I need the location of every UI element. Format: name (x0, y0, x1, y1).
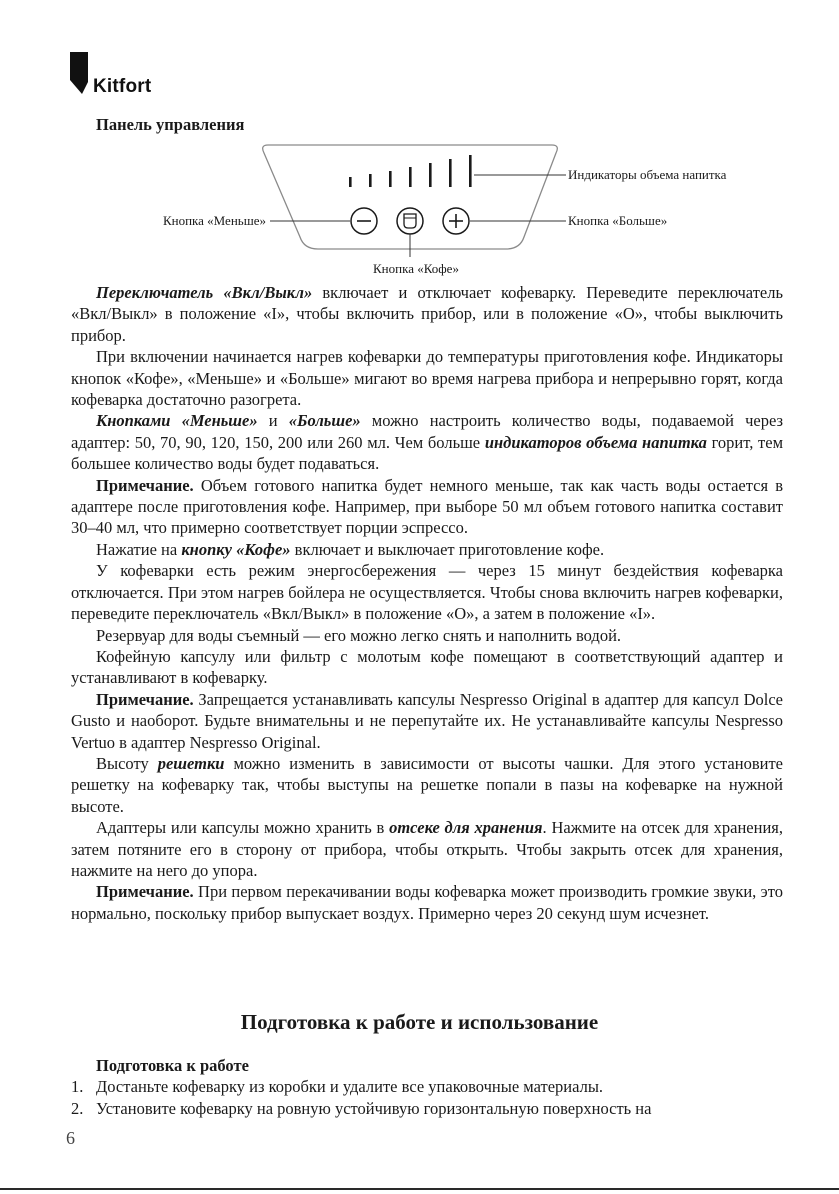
emphasis-text: Переключатель «Вкл/Выкл» (96, 283, 313, 302)
label-more-button: Кнопка «Больше» (568, 213, 668, 228)
less-button-icon[interactable] (351, 208, 377, 234)
bottom-rule (0, 1188, 839, 1190)
paragraph-text: можно изменить в зависимости от высоты чашки. Для этого установите решетку на кофеварку так, чтобы выступы на решетке попали в пазы на кофеварке на нужной высоте. (71, 753, 783, 816)
paragraph-text: можно настроить количество воды, подаваемой через адаптер: 50, 70, 90, 120, 150, 200 или 260 мл. Чем больше (71, 411, 783, 452)
brand-name: Kitfort (93, 76, 152, 97)
sub-heading: Подготовка к работе (96, 1056, 249, 1075)
paragraph (71, 560, 783, 624)
label-volume-indicators: Индикаторы объема напитка (568, 167, 727, 182)
coffee-button-icon[interactable] (397, 208, 423, 234)
list-item (71, 1098, 783, 1120)
paragraph (71, 881, 783, 924)
step-number: 2. (71, 1099, 84, 1118)
paragraph (71, 753, 783, 817)
volume-indicator-2 (369, 174, 372, 187)
paragraph-text: горит, тем большее количество воды будет подаваться. (71, 432, 784, 474)
emphasis-text: Кнопками «Меньше» (96, 411, 258, 431)
paragraph (71, 539, 783, 560)
paragraph-text: При включении начинается нагрев кофеварки до температуры приготовления кофе. Индикаторы кнопок «Кофе», «Меньше» и «Больше» мигают во время нагрева прибора и непрерывно горят, когда кофеварка достаточно разогрета. (71, 347, 783, 410)
paragraph (71, 346, 783, 410)
kitfort-logo (66, 48, 176, 108)
step-number: 1. (71, 1077, 84, 1096)
volume-indicator-5 (429, 163, 432, 187)
volume-indicator-1 (349, 177, 352, 187)
emphasis-text: индикаторов объема напитка (484, 432, 707, 452)
emphasis-text: Примечание. (96, 882, 194, 902)
paragraph (71, 475, 783, 539)
step-text: Достаньте кофеварку из коробки и удалите все упаковочные материалы. (96, 1077, 604, 1096)
paragraph-text: Резервуар для воды съемный — его можно легко снять и наполнить водой. (96, 625, 622, 645)
paragraph-text: Адаптеры или капсулы можно хранить в (96, 818, 390, 838)
paragraph (71, 410, 783, 474)
paragraph-text: При первом перекачивании воды кофеварка может производить громкие звуки, это нормально, поскольку прибор выпускает воздух. Примерно через 20 секунд шум исчезнет. (71, 882, 783, 923)
volume-indicator-4 (409, 167, 412, 187)
steps-list (71, 1076, 783, 1120)
list-item (71, 1076, 783, 1098)
paragraph-text: Запрещается устанавливать капсулы Nespresso Original в адаптер для капсул Dolce Gusto и наоборот. Будьте внимательны и не перепутайте их. Не устанавливайте капсулы Nespresso Vertuo в адаптер Nespresso Original. (71, 689, 783, 752)
paragraph (71, 282, 783, 346)
step-text: Установите кофеварку на ровную устойчивую горизонтальную поверхность на (96, 1099, 652, 1118)
kitfort-logo-mark-icon (66, 48, 92, 96)
emphasis-text: кнопку «Кофе» (181, 539, 291, 559)
paragraph-text: Кофейную капсулу или фильтр с молотым кофе помещают в соответствующий адаптер и устанавливают в кофеварку. (71, 646, 783, 688)
more-button-icon[interactable] (443, 208, 469, 234)
emphasis-text: Примечание. (96, 475, 194, 495)
label-coffee-button: Кнопка «Кофе» (373, 261, 459, 276)
paragraph (71, 817, 783, 881)
emphasis-text: «Больше» (288, 411, 361, 431)
paragraph-text: У кофеварки есть режим энергосбережения — через 15 минут бездействия кофеварка отключается. При этом нагрев бойлера не осуществляется. Чтобы снова включить нагрев кофеварки, переведите переключатель «Вкл/Выкл» в положение «O», а затем в положение «I». (71, 561, 783, 624)
volume-indicator-3 (389, 171, 392, 187)
paragraph-text: Высоту (96, 753, 158, 773)
section-heading: Подготовка к работе и использование (240, 1010, 599, 1034)
paragraph-text: Нажатие на (96, 539, 182, 559)
body-text (71, 282, 783, 924)
emphasis-text: решетки (157, 753, 225, 773)
panel-heading: Панель управления (96, 115, 245, 134)
paragraph (71, 625, 783, 646)
paragraph-text: включает и отключает кофеварку. Переведите переключатель «Вкл/Выкл» в положение «I», чтобы включить прибор, или в положение «O», чтобы выключить прибор. (71, 283, 783, 345)
paragraph-text: Объем готового напитка будет немного меньше, так как часть воды остается в адаптере после приготовления кофе. Например, при выборе 50 мл объем готового напитка составит 30–40 мл, что примерно соответствует порции эспрессо. (71, 475, 783, 538)
emphasis-text: отсеке для хранения (389, 818, 543, 838)
paragraph-text: . Нажмите на отсек для хранения, затем потяните его в сторону от прибора, чтобы открыть. Чтобы закрыть отсек для хранения, нажмите на него до упора. (71, 818, 784, 880)
volume-indicator-6 (449, 159, 452, 187)
paragraph (71, 646, 783, 689)
page-number: 6 (66, 1128, 75, 1148)
control-panel-diagram (0, 135, 839, 280)
paragraph-text: включает и выключает приготовление кофе. (290, 539, 605, 559)
paragraph-text: и (257, 411, 289, 431)
volume-indicator-7 (469, 155, 472, 187)
paragraph (71, 689, 783, 753)
emphasis-text: Примечание. (96, 689, 194, 709)
label-less-button: Кнопка «Меньше» (162, 213, 266, 228)
